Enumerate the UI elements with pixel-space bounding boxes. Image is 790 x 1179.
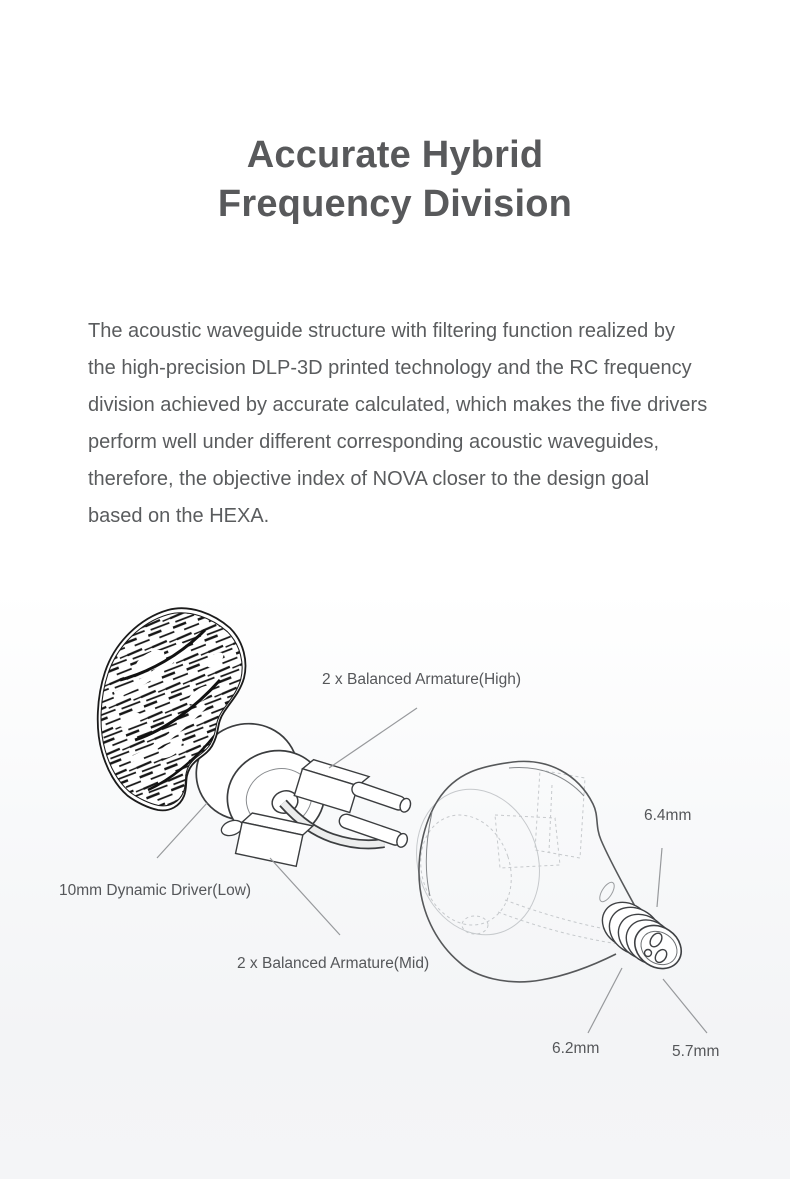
leader-line-dim-64 — [657, 848, 662, 907]
description-line: therefore, the objective index of NOVA closer to the design goal — [88, 468, 650, 490]
exploded-view-diagram — [0, 600, 790, 1140]
shell-illustration — [398, 761, 692, 981]
leader-line-dim-57 — [663, 979, 707, 1033]
label-dynamic-driver-low: 10mm Dynamic Driver(Low) — [59, 882, 252, 899]
label-dimension-6-4mm: 6.4mm — [644, 807, 692, 824]
shell-outline — [419, 761, 646, 981]
leader-line-dynamic-low — [157, 803, 207, 858]
description-paragraph — [88, 313, 760, 535]
page-title-line1: Accurate Hybrid — [246, 134, 544, 176]
leader-line-armature-mid — [270, 858, 340, 935]
label-armature-high: 2 x Balanced Armature(High) — [322, 671, 522, 688]
description-line: perform well under different corresponding acoustic waveguides, — [88, 431, 660, 453]
vent-hole — [645, 950, 652, 957]
leader-line-dim-62 — [588, 968, 622, 1033]
label-armature-mid: 2 x Balanced Armature(Mid) — [237, 955, 430, 972]
description-line: division achieved by accurate calculated, which makes the five drivers — [88, 394, 708, 416]
label-dimension-5-7mm: 5.7mm — [672, 1043, 720, 1060]
description-line: the high-precision DLP-3D printed technology and the RC frequency — [88, 357, 692, 379]
sound-tube-illustration — [350, 780, 412, 813]
nozzle-illustration — [594, 893, 690, 977]
label-dimension-6-2mm: 6.2mm — [552, 1040, 600, 1057]
page-title — [0, 131, 790, 229]
description-line: The acoustic waveguide structure with filtering function realized by — [88, 320, 675, 342]
page-title-line2: Frequency Division — [217, 183, 573, 225]
description-line: based on the HEXA. — [88, 505, 270, 527]
leader-line-armature-high — [329, 708, 417, 768]
